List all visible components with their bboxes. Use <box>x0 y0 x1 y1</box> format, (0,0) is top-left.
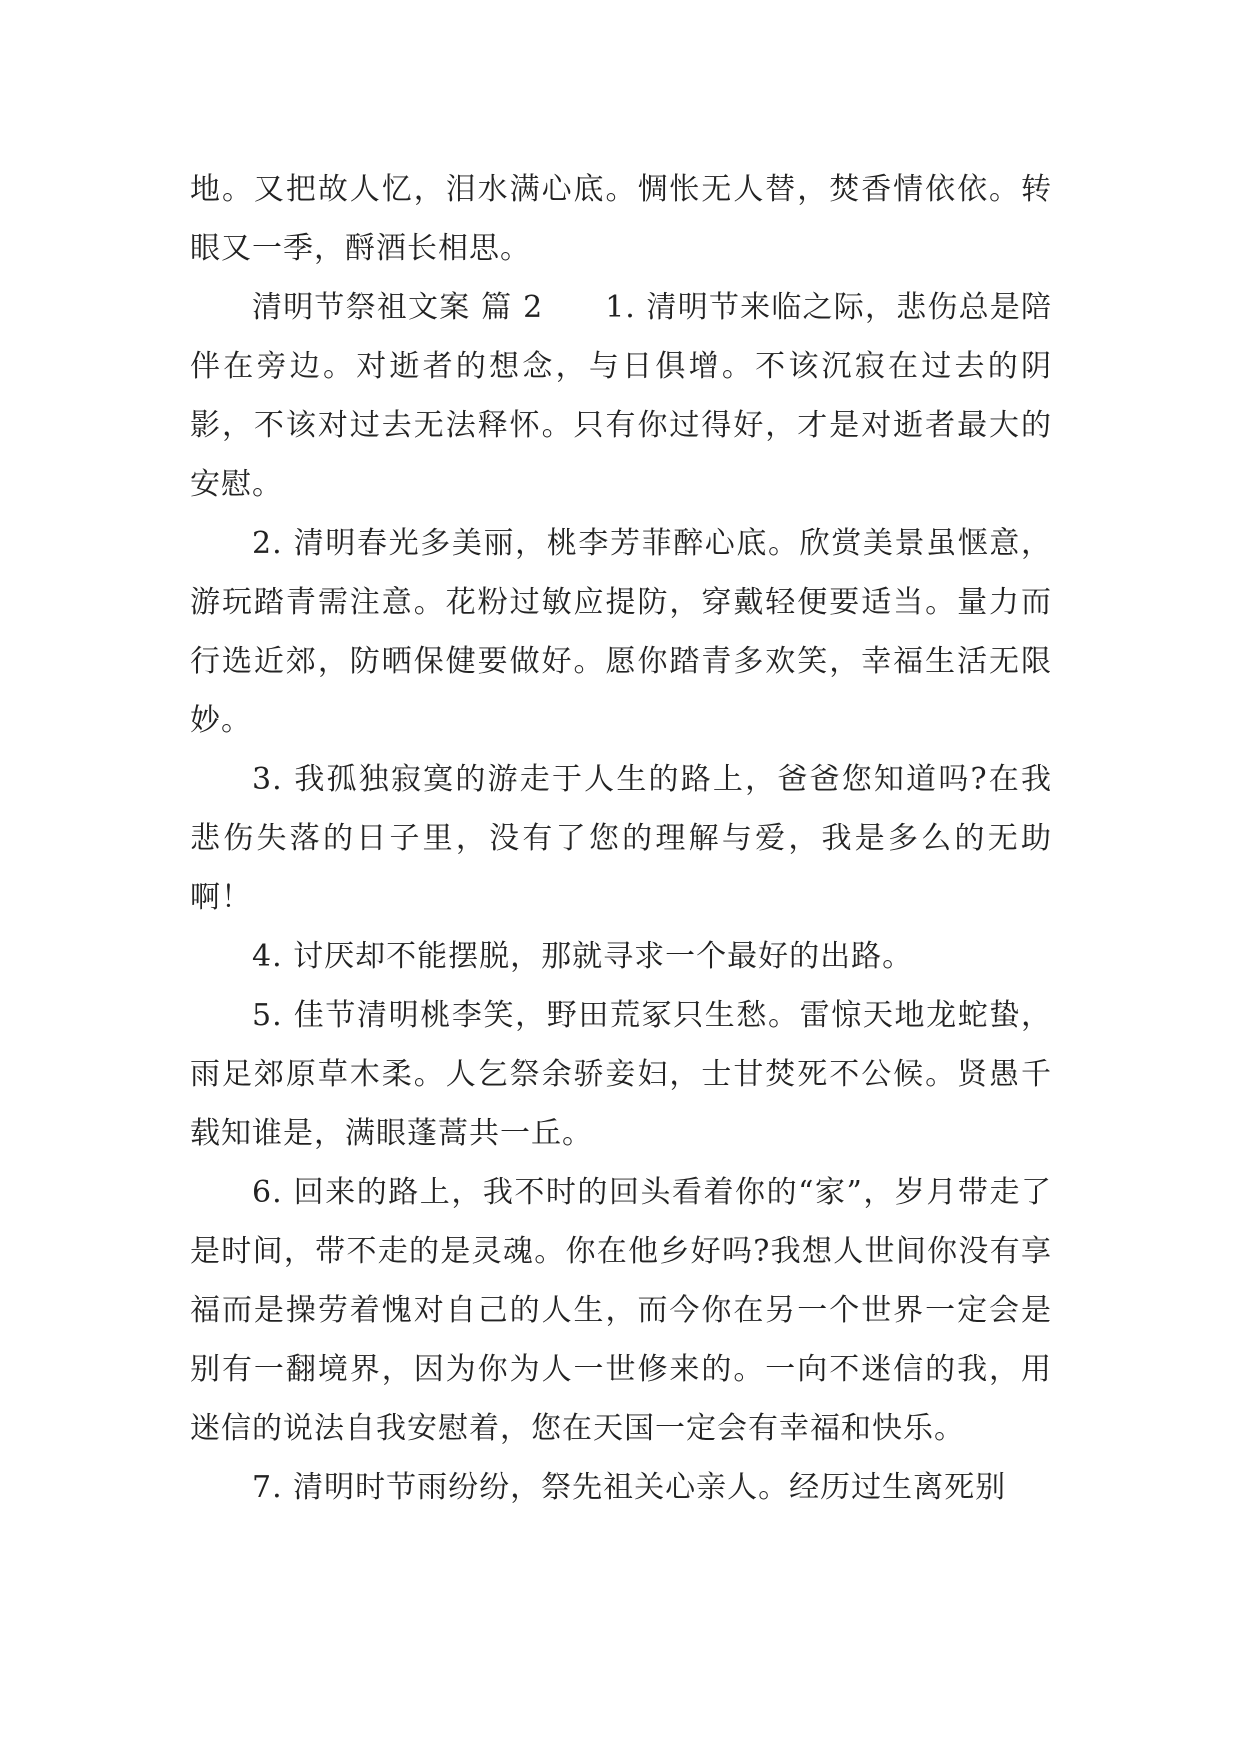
paragraph-continuation: 地。又把故人忆，泪水满心底。惆怅无人替，焚香情依依。转眼又一季，酹酒长相思。 <box>190 172 1052 266</box>
paragraph-item-6: 6. 回来的路上，我不时的回头看着你的“家”，岁月带走了是时间，带不走的是灵魂。你在他乡好吗?我想人世间你没有享福而是操劳着愧对自己的人生，而今你在另一个世界一定会是别有一翻境界，因为你为人一世修来的。一向不迷信的我，用迷信的说法自我安慰着，您在天国一定会有幸福和快乐。 <box>190 1175 1052 1446</box>
item-1-text: 1. 清明节来临之际，悲伤总是陪伴在旁边。对逝者的想念，与日俱增。不该沉寂在过去的阴影，不该对过去无法释怀。只有你过得好，才是对逝者最大的安慰。 <box>190 290 1052 502</box>
section-heading: 清明节祭祖文案 篇 2 <box>252 290 544 325</box>
paragraph-item-5: 5. 佳节清明桃李笑，野田荒冢只生愁。雷惊天地龙蛇蛰，雨足郊原草木柔。人乞祭余骄妾妇，士甘焚死不公候。贤愚千载知谁是，满眼蓬蒿共一丘。 <box>190 998 1052 1151</box>
document-body <box>190 160 1052 1517</box>
paragraph-item-3: 3. 我孤独寂寞的游走于人生的路上，爸爸您知道吗?在我悲伤失落的日子里，没有了您的理解与爱，我是多么的无助啊！ <box>190 762 1052 915</box>
paragraph-item-4: 4. 讨厌却不能摆脱，那就寻求一个最好的出路。 <box>252 939 914 974</box>
paragraph-item-2: 2. 清明春光多美丽，桃李芳菲醉心底。欣赏美景虽惬意，游玩踏青需注意。花粉过敏应提防，穿戴轻便要适当。量力而行选近郊，防晒保健要做好。愿你踏青多欢笑，幸福生活无限妙。 <box>190 526 1052 738</box>
paragraph-section-2 <box>190 278 1052 514</box>
paragraph-item-7: 7. 清明时节雨纷纷，祭先祖关心亲人。经历过生离死别 <box>252 1470 1007 1505</box>
